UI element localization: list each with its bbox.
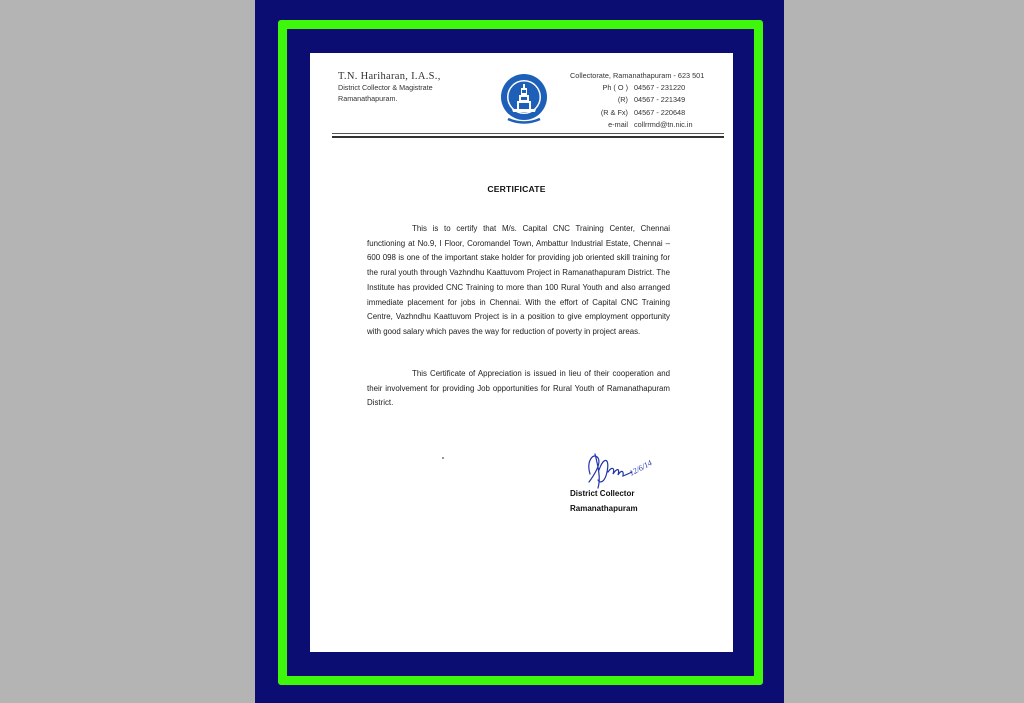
contact-row-email: e-mail collrrmd@tn.nic.in: [608, 119, 693, 129]
certificate-paragraph-2: This Certificate of Appreciation is issued in lieu of their cooperation and their involvement for providing Job opportunities for Rural Youth of Ramanathapuram District.: [367, 369, 670, 408]
signatory-block: [570, 486, 638, 516]
contact-row: (R) 04567 - 221349: [617, 95, 686, 105]
signature-date: 12/6/14: [627, 458, 654, 478]
speck: [442, 457, 444, 459]
signatory-designation: District Collector: [570, 489, 635, 498]
collector-name: T.N. Hariharan, I.A.S.,: [338, 71, 441, 82]
letterhead-left-block: [338, 71, 441, 104]
letterhead-contact-block: [570, 70, 715, 131]
letterhead-address: Collectorate, Ramanathapuram - 623 501: [570, 71, 705, 80]
contact-row: (R & Fx) 04567 - 220648: [600, 107, 686, 117]
tamil-nadu-emblem-icon: [499, 71, 549, 129]
letterhead-divider: [332, 136, 724, 138]
signatory-place: Ramanathapuram: [570, 504, 638, 513]
certificate-document: [310, 53, 733, 652]
collector-designation: District Collector & Magistrate: [338, 83, 433, 92]
letterhead-divider: [332, 133, 724, 134]
contact-row: Ph ( O ) 04567 - 231220: [602, 83, 686, 93]
collector-place: Ramanathapuram.: [338, 94, 398, 103]
certificate-title: CERTIFICATE: [487, 184, 546, 194]
certificate-paragraph-1: This is to certify that M/s. Capital CNC Training Center, Chennai functioning at No.9, I Floor, Coromandel Town, Ambattur Industrial Estate, Chennai – 600 098 is one of the important stake holder for providing job oriented skill training for the rural youth through Vazhndhu Kaattuvom Project in Ramanathapuram District. The Institute has provided CNC Training to more than 100 Rural Youth and also arranged immediate placement for jobs in Chennai. With the effort of Capital CNC Training Centre, Vazhndhu Kaattuvom Project is in a position to give employment opportunity with good salary which paves the way for reduction of poverty in project areas.: [367, 224, 670, 336]
